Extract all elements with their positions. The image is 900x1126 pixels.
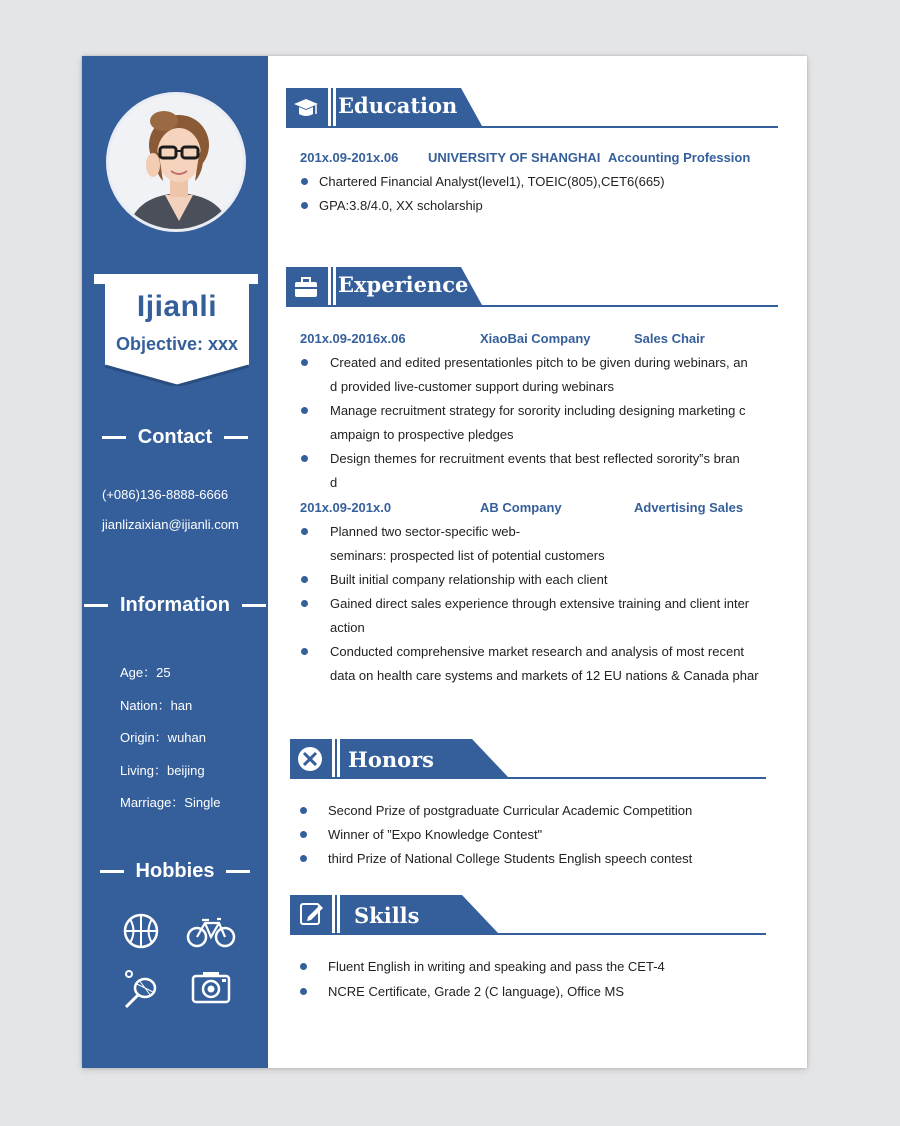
info-origin: Origin：wuhan: [120, 730, 206, 745]
bullet-dot: [300, 988, 307, 995]
skill-item: NCRE Certificate, Grade 2 (C language), Office MS: [328, 984, 624, 999]
resume-sidebar: [82, 56, 268, 1068]
job-line: action: [330, 620, 365, 635]
job-line: seminars: prospected list of potential customers: [330, 548, 605, 563]
job-line: Gained direct sales experience through extensive training and client inter: [330, 596, 750, 611]
bullet-dot: [301, 359, 308, 366]
bullet-dot: [300, 807, 307, 814]
job-line: data on health care systems and markets of 12 EU nations & Canada phar: [330, 668, 759, 683]
job-company: XiaoBai Company: [480, 331, 591, 346]
job-date: 201x.09-201x.0: [300, 500, 392, 515]
education-school: UNIVERSITY OF SHANGHAI: [428, 150, 601, 165]
heading-dash: [226, 870, 250, 873]
bicycle-icon: [185, 909, 237, 953]
skills-title: Skills: [354, 903, 420, 928]
contact-heading: [82, 426, 268, 449]
education-section-header: [286, 88, 778, 136]
information-heading-label: Information: [120, 594, 230, 616]
hobbies-heading: [82, 860, 268, 883]
information-heading: [82, 594, 268, 617]
contact-email: jianlizaixian@ijianli.com: [102, 517, 239, 532]
job-line: ampaign to prospective pledges: [330, 427, 514, 442]
bullet-dot: [301, 178, 308, 185]
profile-photo: [106, 92, 246, 232]
objective-text: Objective: xxx: [115, 334, 239, 354]
bullet-dot: [301, 648, 308, 655]
job-company: AB Company: [480, 500, 562, 515]
skill-item: Fluent English in writing and speaking and pass the CET-4: [328, 959, 665, 974]
bullet-dot: [301, 455, 308, 462]
heading-dash: [102, 436, 126, 439]
honor-item: Second Prize of postgraduate Curricular Academic Competition: [328, 803, 693, 818]
info-marriage: Marriage：Single: [120, 795, 221, 810]
job-line: Manage recruitment strategy for sorority including designing marketing c: [330, 403, 746, 418]
heading-dash: [84, 604, 108, 607]
job-line: Created and edited presentationles pitch to be given during webinars, an: [330, 355, 748, 370]
camera-icon: [185, 966, 237, 1010]
graduation-cap-icon: [292, 94, 320, 122]
education-bullet: GPA:3.8/4.0, XX scholarship: [319, 198, 483, 213]
resume-name: Ijianli: [136, 290, 218, 323]
job-line: Design themes for recruitment events that best reflected sorority‟s bran: [330, 451, 740, 466]
bullet-dot: [301, 600, 308, 607]
bullet-dot: [300, 831, 307, 838]
info-nation: Nation：han: [120, 698, 193, 713]
job-role: Advertising Sales: [634, 500, 744, 515]
bullet-dot: [301, 576, 308, 583]
bullet-dot: [301, 528, 308, 535]
job-line: d provided live-customer support during webinars: [330, 379, 614, 394]
job-role: Sales Chair: [634, 331, 705, 346]
badminton-icon: [115, 966, 167, 1010]
experience-title: Experience: [338, 272, 469, 297]
skills-section-header: [286, 895, 778, 943]
job-line: Planned two sector-specific web-: [330, 524, 521, 539]
bullet-dot: [300, 963, 307, 970]
resume-page: [82, 56, 807, 1068]
contact-heading-label: Contact: [137, 426, 213, 448]
info-age: Age：25: [120, 665, 171, 680]
contact-phone: (+086)136-8888-6666: [102, 487, 229, 502]
heading-dash: [100, 870, 124, 873]
briefcase-icon: [292, 273, 320, 301]
heading-dash: [224, 436, 248, 439]
bullet-dot: [300, 855, 307, 862]
honors-section-header: [286, 739, 778, 787]
education-title: Education: [338, 93, 458, 118]
education-major: Accounting Profession: [608, 150, 751, 165]
job-line: d: [330, 475, 338, 490]
honors-title: Honors: [348, 747, 435, 772]
education-date: 201x.09-201x.06: [300, 150, 399, 165]
info-living: Living：beijing: [120, 763, 205, 778]
tools-icon: [296, 745, 324, 773]
hobbies-heading-label: Hobbies: [135, 860, 215, 882]
pencil-edit-icon: [298, 899, 326, 927]
heading-dash: [242, 604, 266, 607]
bullet-dot: [301, 407, 308, 414]
bullet-dot: [301, 202, 308, 209]
job-date: 201x.09-2016x.06: [300, 331, 406, 346]
basketball-icon: [115, 909, 167, 953]
job-line: Built initial company relationship with each client: [330, 572, 608, 587]
honor-item: Winner of ”Expo Knowledge Contest": [328, 827, 543, 842]
education-bullet: Chartered Financial Analyst(level1), TOEIC(805),CET6(665): [319, 174, 665, 189]
name-banner: [105, 282, 249, 386]
experience-section-header: [286, 267, 778, 315]
honor-item: third Prize of National College Students English speech contest: [328, 851, 693, 866]
job-line: Conducted comprehensive market research and analysis of most recent: [330, 644, 745, 659]
